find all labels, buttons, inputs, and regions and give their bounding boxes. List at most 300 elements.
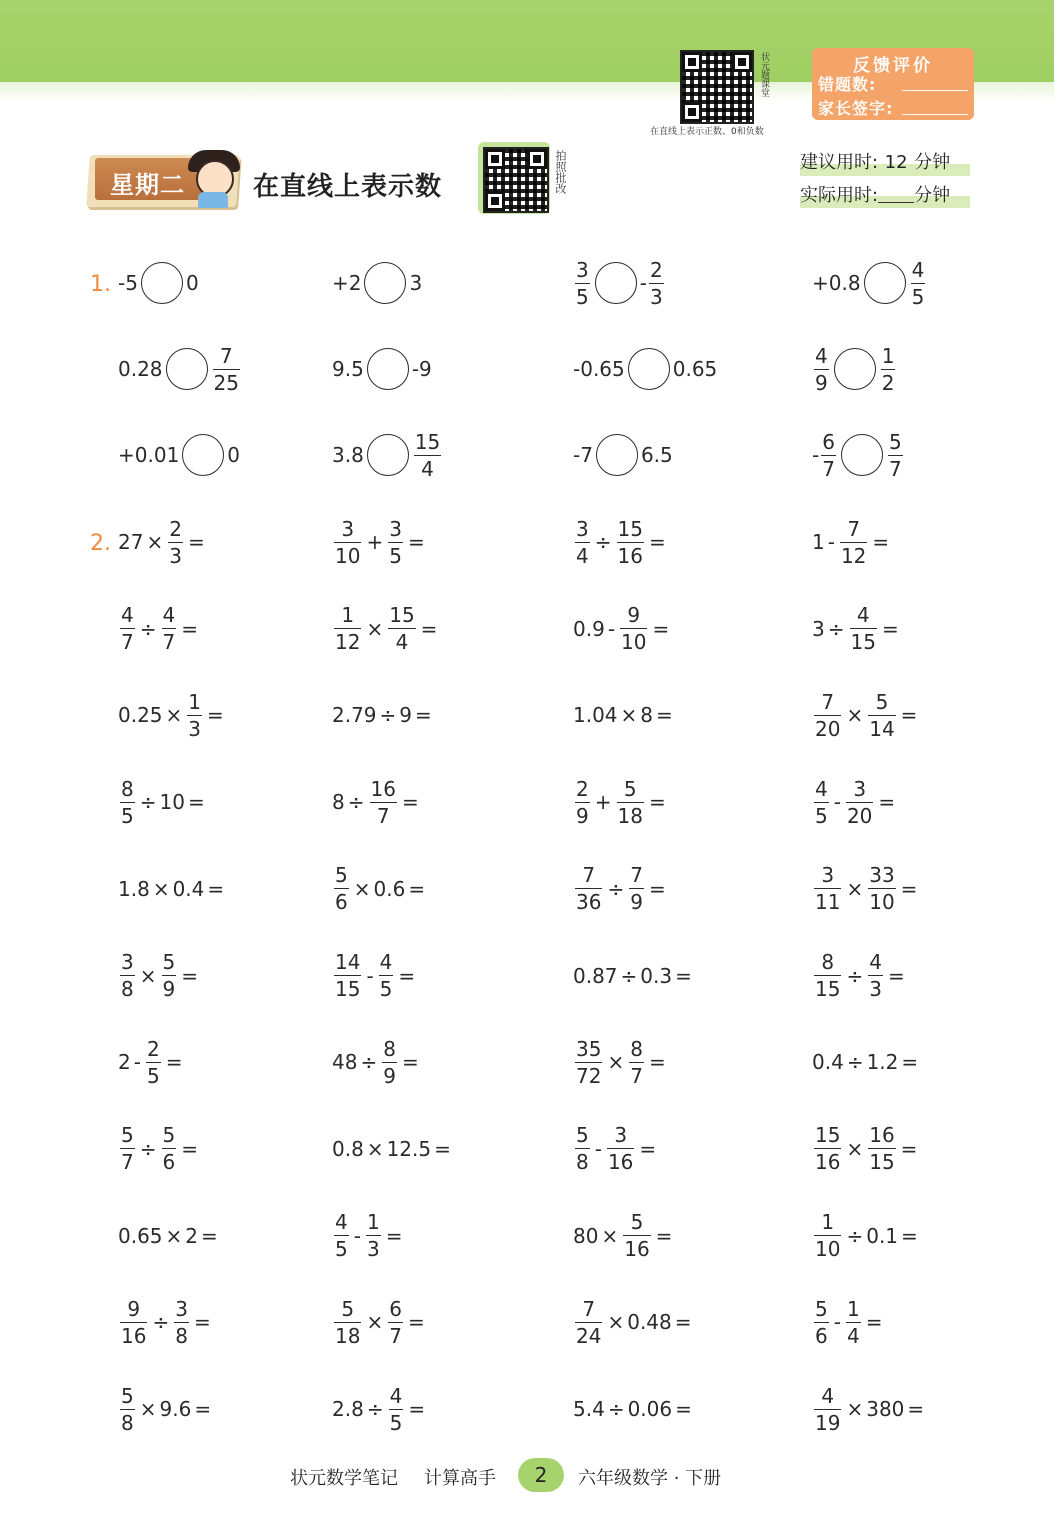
answer-circle[interactable]: [367, 348, 409, 390]
numerator: 7: [582, 1296, 596, 1321]
numerator: 8: [383, 1036, 396, 1061]
fraction: [821, 429, 836, 482]
denominator: 5: [389, 543, 402, 568]
numerator: 3: [341, 516, 355, 541]
denominator: 15: [869, 1150, 895, 1175]
problem-item[interactable]: [118, 425, 240, 485]
answer-circle[interactable]: [628, 348, 670, 390]
operator: ÷: [152, 1310, 170, 1335]
numerator: 16: [869, 1123, 895, 1148]
answer-circle[interactable]: [182, 434, 224, 476]
problem-item[interactable]: [332, 253, 422, 313]
denominator: 7: [162, 630, 176, 655]
denominator: 2: [881, 370, 895, 395]
denominator: 20: [815, 716, 841, 741]
numerator: 4: [815, 776, 828, 801]
fraction: [575, 1036, 602, 1089]
problem-item[interactable]: [332, 599, 440, 659]
problem-item[interactable]: [118, 253, 199, 313]
operator: =: [648, 876, 666, 901]
problem-item[interactable]: [118, 1032, 185, 1092]
problem-item[interactable]: [812, 859, 920, 919]
operator: ×: [366, 1310, 384, 1335]
problem-item[interactable]: [573, 1206, 675, 1266]
denominator: 5: [146, 1063, 160, 1088]
problem-item[interactable]: [812, 1032, 921, 1092]
problem-item[interactable]: [573, 425, 673, 485]
operator: -: [833, 790, 841, 815]
operator: -: [594, 1136, 602, 1161]
numerator: 3: [576, 257, 589, 282]
numerator: 6: [822, 429, 835, 454]
denominator: 5: [121, 803, 134, 828]
operator: ×: [366, 1136, 384, 1161]
problem-item[interactable]: [332, 772, 422, 832]
actual-unit: 分钟: [914, 185, 951, 206]
denominator: 9: [815, 370, 828, 395]
operator: =: [907, 1397, 925, 1421]
term: 5.4: [573, 1397, 605, 1421]
denominator: 16: [815, 1150, 841, 1175]
term: 3: [409, 271, 423, 295]
operator: ×: [366, 616, 384, 641]
operator: ×: [607, 1310, 625, 1335]
operator: =: [900, 876, 918, 901]
denominator: 7: [121, 1150, 134, 1175]
term: 2.79: [332, 703, 377, 728]
series-name: 计算高手: [424, 1468, 496, 1489]
operator: =: [865, 1310, 883, 1335]
operator: =: [187, 790, 205, 815]
answer-circle[interactable]: [141, 262, 183, 304]
fraction: [868, 689, 895, 742]
term: 80: [573, 1223, 599, 1248]
numerator: 9: [627, 603, 641, 628]
numerator: 1: [366, 1210, 380, 1235]
term: 10: [159, 790, 185, 815]
denominator: 15: [815, 977, 841, 1001]
answer-circle[interactable]: [841, 434, 883, 476]
numerator: 3: [614, 1123, 628, 1148]
fraction: [575, 776, 590, 829]
numerator: 15: [815, 1123, 841, 1148]
operator: +: [366, 530, 384, 554]
numerator: 3: [576, 516, 589, 541]
fraction: [623, 1209, 650, 1262]
fraction: [334, 1296, 361, 1349]
operator: -: [133, 1050, 141, 1075]
numerator: 4: [821, 1383, 835, 1408]
qr-side-label: 状元题课堂: [759, 52, 769, 97]
problem-item[interactable]: [332, 1379, 428, 1439]
fraction: [575, 1122, 590, 1175]
term: -: [639, 271, 647, 295]
problem-item[interactable]: [812, 1379, 927, 1439]
operator: =: [900, 703, 918, 728]
fraction: [814, 776, 829, 829]
operator: =: [201, 1223, 218, 1248]
numerator: 15: [617, 516, 643, 541]
fraction: [120, 1296, 147, 1349]
numerator: 15: [414, 429, 441, 454]
qr-code-icon[interactable]: [680, 50, 754, 124]
term: 6.5: [640, 443, 673, 467]
operator: =: [181, 963, 198, 988]
denominator: 16: [624, 1237, 650, 1262]
denominator: 14: [869, 716, 895, 741]
fraction: [814, 1383, 841, 1436]
denominator: 5: [576, 284, 589, 309]
numerator: 3: [121, 950, 134, 974]
numerator: 1: [188, 689, 202, 714]
problem-item[interactable]: [573, 339, 717, 399]
problem-item[interactable]: [812, 1206, 921, 1266]
fraction: [366, 1209, 381, 1262]
grade-label: 六年级数学 · 下册: [578, 1468, 722, 1489]
answer-circle[interactable]: [596, 434, 638, 476]
operator: ×: [139, 1397, 157, 1421]
numerator: 5: [121, 1123, 134, 1148]
problem-item[interactable]: [573, 946, 695, 1006]
fraction: [814, 1209, 841, 1262]
operator: =: [900, 1136, 918, 1161]
term: -7: [573, 443, 593, 467]
numerator: 8: [121, 776, 134, 801]
problem-item[interactable]: [812, 425, 905, 485]
operator: =: [872, 530, 890, 554]
fraction: [334, 949, 361, 1002]
numerator: 4: [379, 950, 393, 974]
problem-item[interactable]: [812, 253, 927, 313]
term: 0.1: [866, 1223, 899, 1248]
denominator: 5: [911, 284, 925, 309]
denominator: 16: [617, 543, 643, 568]
denominator: 8: [576, 1150, 589, 1175]
problem-item[interactable]: [573, 512, 669, 572]
numerator: 33: [869, 863, 895, 888]
fraction: [187, 689, 202, 742]
operator: ÷: [347, 790, 365, 815]
qr-finder-icon: [485, 191, 505, 211]
term: 2: [118, 1050, 131, 1075]
denominator: 6: [815, 1323, 828, 1348]
problem-item[interactable]: [118, 599, 201, 659]
term: -0.65: [573, 357, 625, 381]
problem-item[interactable]: [118, 1379, 214, 1439]
fraction: [334, 602, 361, 655]
fraction: [846, 776, 873, 829]
operator: =: [194, 1397, 212, 1421]
fraction: [814, 689, 841, 742]
problem-item[interactable]: [812, 339, 897, 399]
day-label: 星期二: [110, 171, 185, 199]
operator: =: [655, 1223, 673, 1248]
term: 0.25: [118, 703, 163, 728]
signature-field[interactable]: [902, 114, 968, 115]
term: 0.48: [627, 1310, 672, 1335]
qr-finder-icon: [485, 149, 505, 169]
problem-item[interactable]: [332, 1119, 454, 1179]
numerator: 8: [630, 1036, 643, 1061]
problem-item[interactable]: [118, 1292, 214, 1352]
problem-item[interactable]: [332, 339, 432, 399]
page-number: 2: [518, 1458, 564, 1492]
denominator: 3: [649, 284, 663, 309]
problem-item[interactable]: [332, 425, 443, 485]
operator: =: [652, 616, 670, 641]
fraction: [814, 949, 841, 1002]
operator: ×: [139, 963, 157, 988]
problem-item[interactable]: [573, 859, 669, 919]
fraction: [575, 257, 590, 310]
numerator: 6: [389, 1296, 402, 1321]
answer-circle[interactable]: [864, 262, 906, 304]
fraction: [620, 602, 647, 655]
numerator: 1: [881, 343, 895, 368]
operator: ×: [353, 876, 371, 901]
operator: ×: [846, 1136, 864, 1161]
term: 0.6: [373, 876, 406, 901]
term: 2.8: [332, 1397, 364, 1421]
operator: =: [193, 1310, 211, 1335]
problem-item[interactable]: [332, 512, 428, 572]
operator: -: [353, 1223, 361, 1248]
fraction: [389, 1383, 404, 1436]
operator: ×: [146, 530, 164, 554]
denominator: 4: [421, 456, 434, 481]
problem-item[interactable]: [812, 1119, 920, 1179]
qr-finder-icon: [682, 102, 702, 122]
problem-item[interactable]: [332, 859, 428, 919]
fraction: [388, 516, 403, 569]
term: 27: [118, 530, 144, 554]
problem-item[interactable]: [118, 685, 227, 745]
problem-item[interactable]: [573, 772, 669, 832]
fraction: [846, 1296, 861, 1349]
problem-item[interactable]: [118, 859, 227, 919]
fraction: [388, 1296, 403, 1349]
term: -: [812, 443, 820, 467]
term: 0.8: [332, 1136, 364, 1161]
problem-item[interactable]: [573, 1379, 695, 1439]
fraction: [814, 862, 841, 915]
term: 1.04: [573, 703, 618, 728]
problem-item[interactable]: [573, 1119, 659, 1179]
numerator: 4: [815, 343, 828, 368]
operator: =: [675, 963, 692, 988]
numerator: 4: [389, 1383, 403, 1408]
denominator: 18: [617, 803, 643, 828]
answer-circle[interactable]: [364, 262, 406, 304]
operator: =: [674, 1310, 692, 1335]
problem-item[interactable]: [573, 253, 666, 313]
qr-code-icon[interactable]: [483, 147, 549, 213]
denominator: 9: [576, 803, 589, 828]
operator: -: [827, 530, 835, 554]
section-2-number: 2.: [90, 531, 111, 556]
term: 1.2: [866, 1050, 899, 1075]
answer-circle[interactable]: [166, 348, 208, 390]
operator: =: [420, 616, 438, 641]
problem-item[interactable]: [573, 685, 676, 745]
problem-item[interactable]: [573, 1292, 695, 1352]
operator: ÷: [607, 1397, 625, 1421]
numerator: 4: [869, 950, 882, 974]
operator: ÷: [379, 703, 397, 728]
fraction: [814, 1296, 829, 1349]
qr-caption: 在直线上表示正数、0和负数: [650, 127, 764, 137]
actual-time-field[interactable]: [878, 188, 914, 203]
operator: ÷: [827, 616, 845, 641]
operator: ×: [152, 876, 170, 901]
operator: =: [407, 530, 425, 554]
problem-item[interactable]: [332, 1206, 405, 1266]
operator: =: [901, 1050, 919, 1075]
term: 0.28: [118, 357, 163, 381]
problem-item[interactable]: [332, 1032, 422, 1092]
operator: =: [408, 876, 426, 901]
problem-item[interactable]: [812, 599, 902, 659]
operator: ÷: [846, 1050, 864, 1075]
operator: =: [434, 1136, 451, 1161]
term: 0.65: [672, 357, 718, 381]
errors-field[interactable]: [902, 90, 968, 91]
fraction: [868, 949, 883, 1002]
denominator: 7: [822, 456, 835, 481]
numerator: 7: [821, 689, 835, 714]
numerator: 1: [821, 1210, 835, 1235]
term: 2: [185, 1223, 199, 1248]
problem-item[interactable]: [573, 599, 672, 659]
fraction: [120, 1383, 135, 1436]
numerator: 16: [370, 776, 396, 801]
problem-item[interactable]: [118, 339, 242, 399]
fraction: [334, 862, 349, 915]
fraction: [379, 949, 394, 1002]
denominator: 5: [815, 803, 828, 828]
qr-finder-icon: [527, 149, 547, 169]
page-footer: [0, 1458, 1054, 1494]
denominator: 15: [850, 630, 876, 655]
fraction: [649, 257, 664, 310]
problem-item[interactable]: [118, 772, 208, 832]
problem-item[interactable]: [332, 946, 418, 1006]
term: -9: [411, 357, 432, 381]
fraction: [617, 516, 644, 569]
fraction: [888, 429, 903, 482]
answer-circle[interactable]: [595, 262, 637, 304]
suggested-time: [800, 148, 950, 174]
numerator: 5: [888, 429, 902, 454]
operator: +: [594, 790, 612, 815]
denominator: 4: [846, 1323, 860, 1348]
problem-item[interactable]: [332, 1292, 428, 1352]
fraction: [120, 602, 135, 655]
problem-item[interactable]: [812, 685, 920, 745]
qr-finder-icon: [682, 52, 702, 72]
denominator: 6: [335, 890, 348, 915]
denominator: 16: [607, 1150, 634, 1175]
numerator: 2: [146, 1036, 160, 1061]
term: 0: [227, 443, 241, 467]
denominator: 10: [621, 630, 647, 655]
fraction: [213, 343, 240, 396]
fraction: [162, 1122, 177, 1175]
problem-item[interactable]: [118, 1119, 201, 1179]
fraction: [370, 776, 397, 829]
operator: =: [878, 790, 896, 815]
fraction: [120, 1122, 135, 1175]
operator: =: [181, 616, 198, 641]
answer-circle[interactable]: [834, 348, 876, 390]
denominator: 10: [335, 543, 361, 568]
fraction: [629, 1036, 644, 1089]
problem-item[interactable]: [812, 1292, 885, 1352]
denominator: 25: [213, 370, 239, 395]
problem-item[interactable]: [812, 946, 908, 1006]
feedback-box: [812, 48, 974, 120]
problem-item[interactable]: [812, 512, 892, 572]
book-name: 状元数学笔记: [290, 1468, 398, 1489]
numerator: 5: [162, 950, 176, 974]
numerator: 5: [576, 1123, 589, 1148]
problem-item[interactable]: [332, 685, 435, 745]
problem-item[interactable]: [118, 946, 201, 1006]
problem-item[interactable]: [118, 1206, 221, 1266]
fraction: [388, 602, 415, 655]
numerator: 9: [127, 1296, 141, 1321]
problem-item[interactable]: [118, 512, 208, 572]
operator: ×: [607, 1050, 625, 1075]
term: +0.8: [812, 271, 861, 295]
term: 0.65: [118, 1223, 163, 1248]
operator: ÷: [846, 1223, 864, 1248]
denominator: 12: [840, 543, 867, 568]
numerator: 5: [875, 689, 889, 714]
problem-item[interactable]: [812, 772, 898, 832]
fraction: [881, 343, 896, 396]
denominator: 5: [335, 1237, 348, 1262]
term: 9: [399, 703, 413, 728]
term: 8: [640, 703, 654, 728]
operator: =: [648, 790, 666, 815]
numerator: 7: [630, 863, 643, 888]
denominator: 8: [121, 977, 134, 1001]
operator: =: [165, 1050, 183, 1075]
fraction: [840, 516, 867, 569]
operator: ÷: [846, 963, 864, 988]
operator: =: [407, 1310, 425, 1335]
denominator: 5: [379, 977, 393, 1001]
numerator: 3: [175, 1296, 188, 1321]
section-1-number: 1.: [90, 272, 111, 297]
denominator: 36: [576, 890, 602, 915]
fraction: [868, 862, 895, 915]
numerator: 14: [335, 950, 361, 974]
operator: ÷: [607, 876, 625, 901]
answer-circle[interactable]: [367, 434, 409, 476]
denominator: 20: [846, 803, 873, 828]
fraction: [868, 1122, 895, 1175]
problem-item[interactable]: [573, 1032, 669, 1092]
suggested-unit: 分钟: [914, 152, 951, 173]
operator: ÷: [366, 1397, 384, 1421]
operator: =: [648, 1050, 666, 1075]
term: +0.01: [118, 443, 180, 467]
operator: =: [901, 1223, 918, 1248]
fraction: [814, 1122, 841, 1175]
operator: -: [607, 616, 616, 641]
